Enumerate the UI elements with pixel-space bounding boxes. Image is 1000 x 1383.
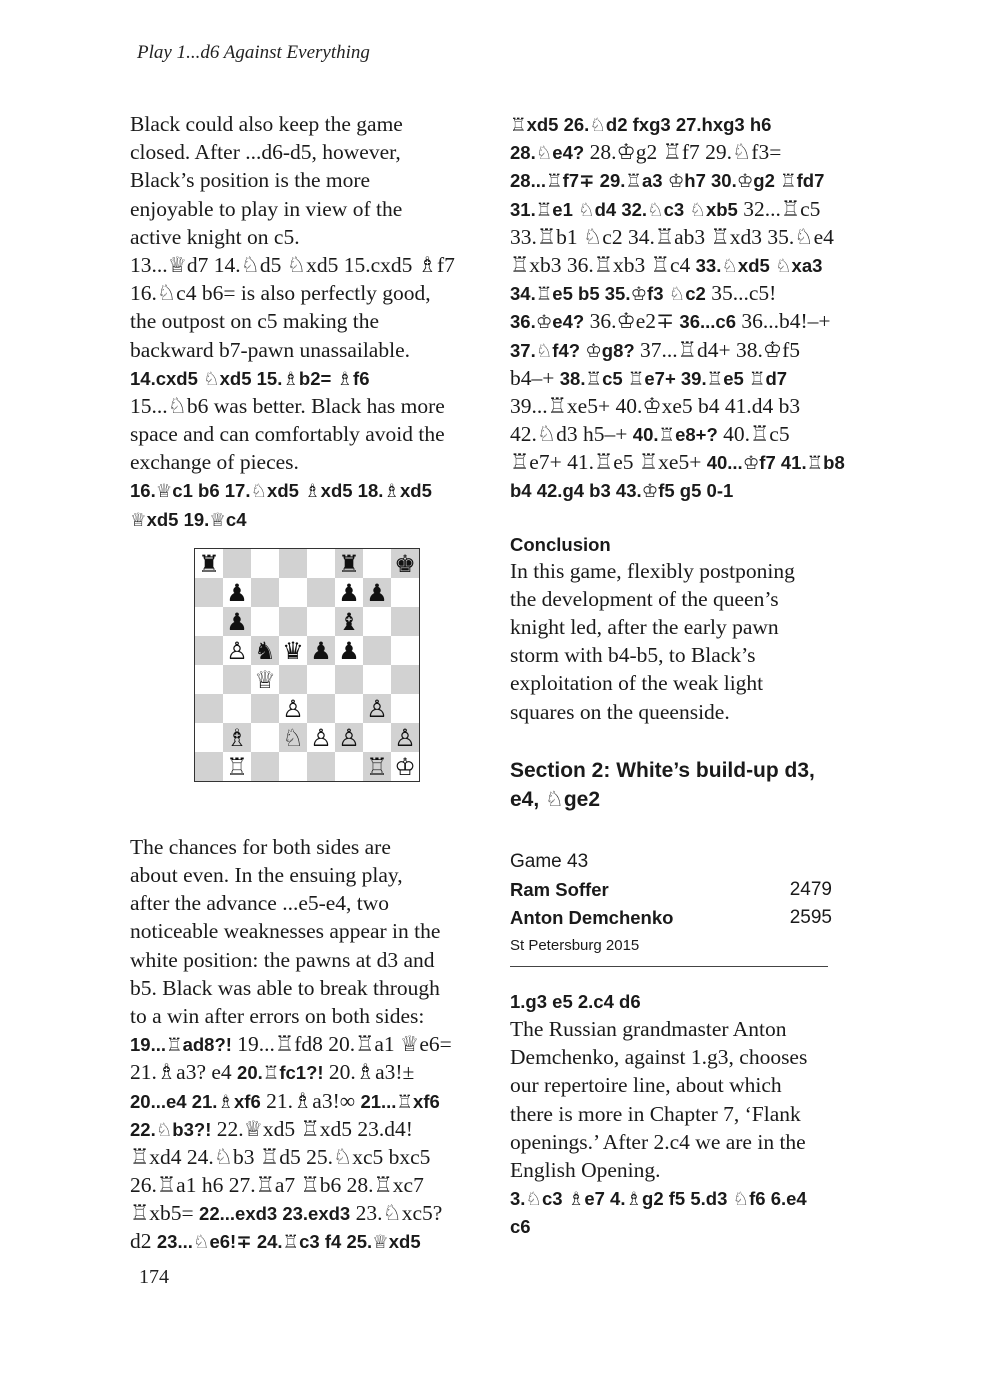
text-run: Demchenko, against 1.g3, chooses <box>510 1045 808 1070</box>
text-line <box>510 1128 872 1156</box>
board-square <box>195 578 223 607</box>
chess-piece-icon: ♛ <box>279 636 307 665</box>
text-run: b4–+ <box>510 365 560 390</box>
text-run: 36.♔e2∓ <box>584 309 680 334</box>
board-square <box>223 694 251 723</box>
board-square <box>251 549 279 578</box>
move-text-bold: 28.♘e4? <box>510 142 585 164</box>
text-run: ♖e7+ 41.♖e5 ♖xe5+ <box>510 450 707 475</box>
conclusion-line: exploitation of the weak light <box>510 671 764 696</box>
text-run: ♖xd4 24.♘b3 ♖d5 25.♘xc5 bxc5 <box>130 1144 431 1169</box>
text-run: b5. Black was able to break through <box>130 975 440 1000</box>
text-line <box>510 307 872 335</box>
section-title-line-1: Section 2: White’s build-up d3, <box>510 758 815 782</box>
text-line <box>510 1071 872 1099</box>
move-text-bold: 34.♖e5 b5 35.♔f3 ♘c2 <box>510 283 706 305</box>
black-player-row <box>510 904 832 932</box>
text-run: 15...♘b6 was better. Black has more <box>130 393 445 418</box>
board-square <box>251 752 279 781</box>
move-text-bold: 36.♔e4? <box>510 311 585 333</box>
left-text-block-1 <box>130 110 492 533</box>
text-run: 40.♖c5 <box>717 422 790 447</box>
board-square <box>195 636 223 665</box>
move-text-bold: 22.♘b3?! <box>130 1118 212 1140</box>
text-line <box>510 392 872 420</box>
text-line <box>130 833 492 861</box>
text-line <box>130 138 492 166</box>
text-line <box>130 1227 492 1255</box>
black-player-rating: 2595 <box>789 906 832 928</box>
chess-piece-icon: ♙ <box>335 723 363 752</box>
board-square <box>251 607 279 636</box>
text-line <box>510 138 872 166</box>
text-line <box>130 1058 492 1086</box>
chess-piece-icon: ♜ <box>195 549 223 578</box>
text-line <box>130 946 492 974</box>
text-line <box>130 251 492 279</box>
board-square <box>363 549 391 578</box>
board-square <box>391 578 419 607</box>
text-line <box>510 223 872 251</box>
chess-piece-icon: ♜ <box>335 549 363 578</box>
chess-piece-icon: ♞ <box>251 636 279 665</box>
section-title <box>510 756 872 814</box>
text-run: backward b7-pawn unassailable. <box>130 337 410 362</box>
chess-piece-icon: ♟ <box>363 578 391 607</box>
move-text-bold: 31.♖e1 ♘d4 32.♘c3 ♘xb5 <box>510 198 738 220</box>
game-event: St Petersburg 2015 <box>510 936 640 954</box>
text-line <box>130 1171 492 1199</box>
text-run: active knight on c5. <box>130 224 300 249</box>
conclusion-line: squares on the queenside. <box>510 699 730 724</box>
board-square <box>251 578 279 607</box>
board-square <box>279 578 307 607</box>
conclusion-line: knight led, after the early pawn <box>510 615 779 639</box>
text-line <box>510 364 872 392</box>
page-number: 174 <box>139 1266 169 1288</box>
text-run: to a win after errors on both sides: <box>130 1003 425 1028</box>
text-line <box>510 1156 872 1184</box>
move-text-bold: ♖xd5 26.♘d2 fxg3 27.hxg3 h6 <box>510 114 772 135</box>
chess-piece-icon: ♝ <box>335 607 363 636</box>
text-run: after the advance ...e5-e4, two <box>130 891 390 916</box>
board-square <box>279 752 307 781</box>
text-line <box>130 223 492 251</box>
chess-piece-icon: ♔ <box>391 752 419 781</box>
text-line <box>130 392 492 420</box>
text-run: 36...b4!–+ <box>735 309 831 334</box>
board-square <box>391 694 419 723</box>
text-line <box>130 448 492 476</box>
text-line <box>130 974 492 1002</box>
conclusion-line: In this game, flexibly postponing <box>510 558 795 583</box>
board-square <box>363 665 391 694</box>
text-run: d2 <box>130 1229 157 1254</box>
text-run: 28.♔g2 ♖f7 29.♘f3= <box>584 140 782 165</box>
chess-piece-icon: ♗ <box>223 723 251 752</box>
text-line <box>510 1015 872 1043</box>
text-run: 16.♘c4 b6= is also perfectly good, <box>130 281 431 306</box>
text-line <box>130 336 492 364</box>
move-text-bold: 1.g3 e5 2.c4 d6 <box>510 990 641 1012</box>
conclusion-line: storm with b4-b5, to Black’s <box>510 643 756 668</box>
text-run: the outpost on c5 making the <box>130 309 380 334</box>
right-column <box>510 110 872 1240</box>
board-square <box>335 752 363 781</box>
text-run: 42.♘d3 h5–+ <box>510 422 633 447</box>
text-line <box>130 166 492 194</box>
board-square <box>363 607 391 636</box>
chess-piece-icon: ♖ <box>223 752 251 781</box>
text-line <box>130 889 492 917</box>
board-square <box>223 665 251 694</box>
move-text-bold: 19...♖ad8?! <box>130 1034 232 1056</box>
move-text-bold: ♕xd5 19.♕c4 <box>130 508 247 530</box>
text-line <box>510 1184 872 1212</box>
move-text-bold: 3.♘c3 ♗e7 4.♗g2 f5 5.d3 ♘f6 6.e4 <box>510 1188 807 1210</box>
chess-piece-icon: ♟ <box>223 607 251 636</box>
text-run: about even. In the ensuing play, <box>130 863 403 887</box>
board-square <box>279 607 307 636</box>
move-text-bold: 20.♖fc1?! <box>237 1062 324 1084</box>
text-run: The chances for both sides are <box>130 834 391 859</box>
text-run: 21.♗a3!∞ <box>260 1088 361 1113</box>
chess-piece-icon: ♚ <box>391 549 419 578</box>
board-square <box>251 694 279 723</box>
text-run: Black could also keep the game <box>130 112 403 136</box>
text-run: ♖xb5= <box>130 1201 200 1226</box>
text-line <box>510 448 872 476</box>
board-square <box>307 665 335 694</box>
text-line <box>130 861 492 889</box>
chess-piece-icon: ♕ <box>251 665 279 694</box>
move-text-bold: 38.♖c5 ♖e7+ 39.♖e5 ♖d7 <box>559 367 788 389</box>
chess-piece-icon: ♙ <box>363 694 391 723</box>
move-text-bold: 16.♕c1 b6 17.♘xd5 ♗xd5 18.♗xd5 <box>130 480 432 502</box>
board-square <box>195 694 223 723</box>
text-line <box>510 987 872 1015</box>
text-run: Black’s position is the more <box>130 168 371 193</box>
board-square <box>335 665 363 694</box>
chess-diagram <box>194 548 420 782</box>
text-run: The Russian grandmaster Anton <box>510 1016 787 1041</box>
move-text-bold: 40...♔f7 41.♖b8 <box>706 452 845 474</box>
text-line <box>130 1115 492 1143</box>
text-line <box>510 420 872 448</box>
text-run: 26.♖a1 h6 27.♖a7 ♖b6 28.♖xc7 <box>130 1173 424 1198</box>
board-square <box>307 578 335 607</box>
text-run: there is more in Chapter 7, ‘Flank <box>510 1101 801 1126</box>
chess-piece-icon: ♟ <box>223 578 251 607</box>
text-run: 39...♖xe5+ 40.♔xe5 b4 41.d4 b3 <box>510 393 801 418</box>
text-line <box>510 195 872 223</box>
move-text-bold: b4 42.g4 b3 43.♔f5 g5 0-1 <box>510 480 734 502</box>
text-line <box>510 1043 872 1071</box>
text-run: 37...♖d4+ 38.♔f5 <box>634 337 801 362</box>
text-run: enjoyable to play in view of the <box>130 196 403 221</box>
text-line <box>130 110 492 138</box>
white-player-rating: 2479 <box>789 878 832 900</box>
text-run: 22.♕xd5 ♖xd5 23.d4! <box>211 1116 413 1141</box>
board-square <box>391 607 419 636</box>
conclusion-heading: Conclusion <box>510 533 611 555</box>
text-line <box>510 279 872 307</box>
text-run: 20.♗a3!± <box>323 1060 415 1085</box>
move-text-bold: 14.cxd5 ♘xd5 15.♗b2= ♗f6 <box>130 367 370 389</box>
conclusion-line: the development of the queen’s <box>510 586 779 611</box>
chess-piece-icon: ♙ <box>223 636 251 665</box>
text-run: ♖xb3 36.♖xb3 ♖c4 <box>510 252 696 277</box>
text-line <box>510 110 872 138</box>
text-line <box>130 307 492 335</box>
move-text-bold: 22...exd3 23.exd3 <box>199 1203 351 1225</box>
text-run: exchange of pieces. <box>130 450 299 475</box>
text-line <box>130 1199 492 1227</box>
text-run: closed. After ...d6-d5, however, <box>130 140 401 165</box>
text-line <box>130 1143 492 1171</box>
text-line <box>130 1087 492 1115</box>
running-header: Play 1...d6 Against Everything <box>137 42 370 63</box>
board-square <box>195 723 223 752</box>
right-text-block-2 <box>510 987 872 1241</box>
chess-piece-icon: ♟ <box>335 578 363 607</box>
board-square <box>335 694 363 723</box>
text-line <box>130 279 492 307</box>
text-line <box>130 364 492 392</box>
board-square <box>223 549 251 578</box>
text-run: space and can comfortably avoid the <box>130 422 445 447</box>
chess-piece-icon: ♙ <box>307 723 335 752</box>
board-square <box>307 607 335 636</box>
text-line <box>130 195 492 223</box>
move-text-bold: 28...♖f7∓ 29.♖a3 ♔h7 30.♔g2 ♖fd7 <box>510 170 825 192</box>
text-run: 21.♗a3? e4 <box>130 1060 238 1085</box>
chess-piece-icon: ♟ <box>335 636 363 665</box>
text-run: 32...♖c5 <box>737 196 821 221</box>
text-run: 19...♖fd8 20.♖a1 ♕e6= <box>231 1032 452 1057</box>
board-square <box>195 665 223 694</box>
board-square <box>279 549 307 578</box>
board-square <box>391 636 419 665</box>
board-square <box>307 549 335 578</box>
left-text-block-2 <box>130 833 492 1256</box>
conclusion-text <box>510 557 872 726</box>
chess-piece-icon: ♖ <box>363 752 391 781</box>
text-line <box>130 505 492 533</box>
move-text-bold: 33.♘xd5 ♘xa3 <box>695 254 823 276</box>
white-player-row <box>510 876 832 904</box>
text-run: 23.♘xc5? <box>350 1201 443 1226</box>
board-square <box>251 723 279 752</box>
text-line <box>510 336 872 364</box>
board-square <box>279 665 307 694</box>
board-square <box>363 636 391 665</box>
black-player-name: Anton Demchenko <box>510 906 674 928</box>
chess-piece-icon: ♟ <box>307 636 335 665</box>
text-line <box>510 1100 872 1128</box>
board-square <box>195 752 223 781</box>
board-square <box>195 607 223 636</box>
move-text-bold: 40.♖e8+? <box>632 424 718 446</box>
chess-piece-icon: ♙ <box>391 723 419 752</box>
move-text-bold: 37.♘f4? ♔g8? <box>510 339 635 361</box>
text-line <box>130 476 492 504</box>
text-line <box>130 1030 492 1058</box>
text-run: 35...c5! <box>705 281 777 306</box>
text-run: 13...♕d7 14.♘d5 ♘xd5 15.cxd5 ♗f7 <box>130 252 455 277</box>
board-square <box>391 665 419 694</box>
text-run: 33.♖b1 ♘c2 34.♖ab3 ♖xd3 35.♘e4 <box>510 224 834 249</box>
text-run: noticeable weaknesses appear in the <box>130 919 441 944</box>
text-line <box>510 251 872 279</box>
text-run: white position: the pawns at d3 and <box>130 947 435 972</box>
section-title-line-2: e4, ♘ge2 <box>510 787 601 811</box>
board-square <box>307 752 335 781</box>
move-text-bold: 36...c6 <box>679 311 736 333</box>
text-run: English Opening. <box>510 1157 661 1182</box>
chess-piece-icon: ♘ <box>279 723 307 752</box>
chess-piece-icon: ♙ <box>279 694 307 723</box>
white-player-name: Ram Soffer <box>510 878 609 900</box>
text-run: our repertoire line, about which <box>510 1073 782 1098</box>
text-line <box>510 476 872 504</box>
text-line <box>510 166 872 194</box>
board-square <box>363 723 391 752</box>
move-text-bold: 20...e4 21.♗xf6 <box>130 1090 261 1112</box>
move-text-bold: 21...♖xf6 <box>360 1090 440 1112</box>
text-line <box>130 1002 492 1030</box>
move-text-bold: 23...♘e6!∓ 24.♖c3 f4 25.♕xd5 <box>156 1231 421 1253</box>
text-run: openings.’ After 2.c4 we are in the <box>510 1129 806 1154</box>
board-square <box>307 694 335 723</box>
right-text-block-1 <box>510 110 872 505</box>
move-text-bold: c6 <box>510 1216 531 1238</box>
text-line <box>130 917 492 945</box>
game-number: Game 43 <box>510 850 589 872</box>
text-line <box>510 1212 872 1240</box>
text-line <box>130 420 492 448</box>
